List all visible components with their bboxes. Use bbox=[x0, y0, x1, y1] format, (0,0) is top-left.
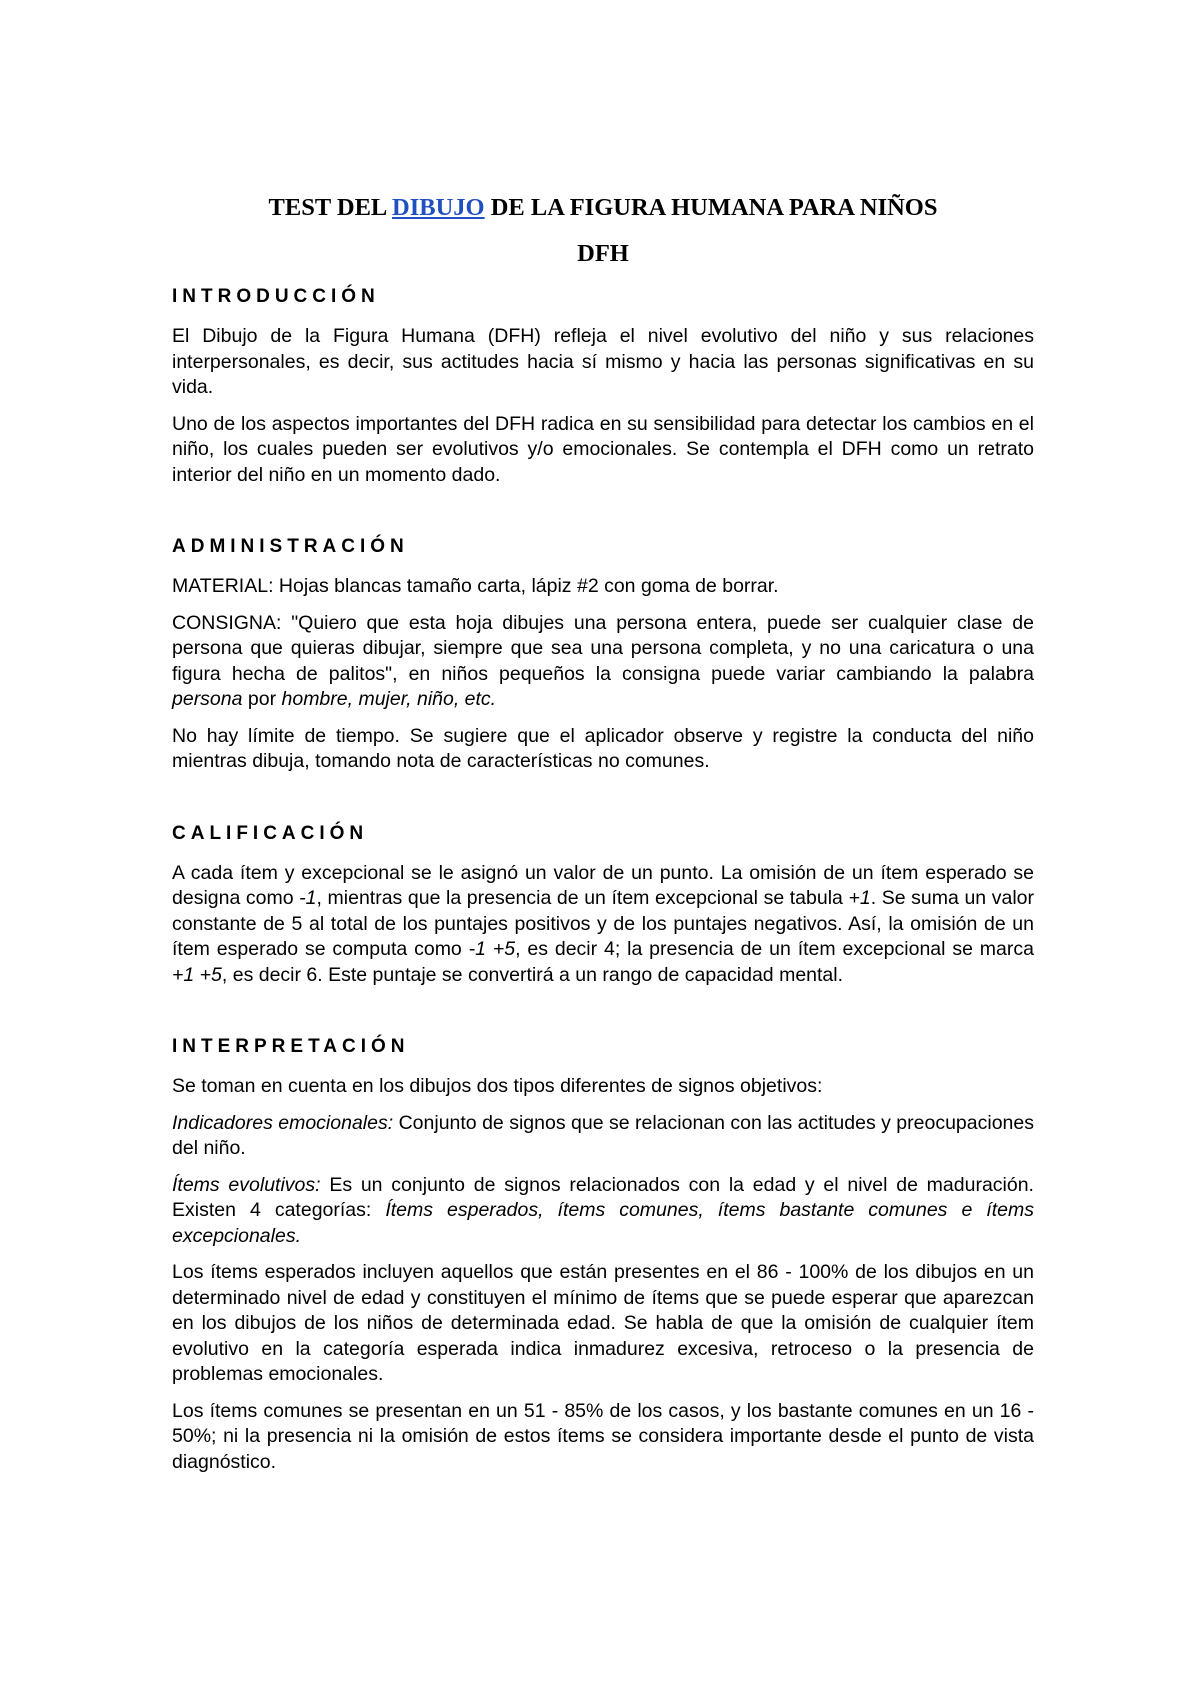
interp-term-emocionales: Indicadores emocionales: bbox=[172, 1111, 394, 1134]
consigna-emphasis-persona: persona bbox=[172, 688, 243, 710]
calif-value-plus1: +1 bbox=[848, 887, 871, 909]
section-heading-interpretacion: INTERPRETACIÓN bbox=[172, 1036, 410, 1057]
consigna-text-por: por bbox=[242, 688, 282, 710]
calif-value-minus1-plus5: -1 +5 bbox=[468, 938, 516, 960]
calificacion-paragraph bbox=[172, 861, 1034, 989]
section-heading-introduccion: INTRODUCCIÓN bbox=[172, 286, 380, 307]
section-heading-administracion: ADMINISTRACIÓN bbox=[172, 536, 409, 557]
interp-paragraph-1: Se toman en cuenta en los dibujos dos tipos diferentes de signos objetivos: bbox=[172, 1075, 823, 1097]
interp-text-evolutivos: Es un conjunto de signos relacionados con la edad y el nivel de maduración. Existen 4 categorías: bbox=[172, 1173, 1034, 1221]
document-body bbox=[172, 190, 1034, 1475]
calif-text-4: , es decir 4; la presencia de un ítem excepcional se marca bbox=[515, 938, 1034, 960]
calif-value-plus1-plus5: +1 +5 bbox=[172, 963, 222, 986]
admin-consigna-paragraph bbox=[172, 611, 1034, 713]
calif-value-minus1: -1 bbox=[299, 887, 317, 909]
document-title bbox=[172, 190, 1034, 226]
interp-categories: Ítems esperados, ítems comunes, ítems bastante comunes e ítems excepcionales. bbox=[172, 1199, 1034, 1247]
interp-paragraph-comunes: Los ítems comunes se presentan en un 51 - 85% de los casos, y los bastante comunes en un 16 - 50%; ni la presencia ni la omisión de estos ítems se considera importante desde el punto de vista diagnóstico. bbox=[172, 1399, 1034, 1473]
document-subtitle: DFH bbox=[577, 240, 629, 267]
interp-text-emocionales: Conjunto de signos que se relacionan con las actitudes y preocupaciones del niño. bbox=[172, 1111, 1034, 1159]
interp-paragraph-esperados: Los ítems esperados incluyen aquellos que están presentes en el 86 - 100% de los dibujos en un determinado nivel de edad y constituyen el mínimo de ítems que se puede esperar que aparezcan en los dibujos de los niños de determinada edad. Se habla de que la omisión de cualquier ítem evolutivo en la categoría esperada indica inmadurez excesiva, retroceso o la presencia de problemas emocionales. bbox=[172, 1261, 1034, 1385]
calif-text-1: A cada ítem y excepcional se le asignó un valor de un punto. La omisión de un ítem esperado se designa como bbox=[172, 861, 1034, 909]
consigna-emphasis-alternatives: hombre, mujer, niño, etc. bbox=[281, 688, 497, 710]
section-heading-calificacion: CALIFICACIÓN bbox=[172, 822, 369, 844]
calif-text-5: , es decir 6. Este puntaje se convertirá a un rango de capacidad mental. bbox=[221, 963, 844, 986]
title-text-end: DE LA FIGURA HUMANA PARA NIÑOS bbox=[484, 194, 938, 221]
consigna-text: CONSIGNA: "Quiero que esta hoja dibujes una persona entera, puede ser cualquier clase de persona que quieras dibujar, siempre que sea una persona completa, y no una caricatura o una figura hecha de palitos", en niños pequeños la consigna puede variar cambiando la palabra bbox=[172, 611, 1034, 685]
calif-text-3: . Se suma un valor constante de 5 al total de los puntajes positivos y de los puntajes negativos. Así, la omisión de un ítem esperado se computa como bbox=[172, 887, 1034, 960]
admin-material-paragraph: MATERIAL: Hojas blancas tamaño carta, lápiz #2 con goma de borrar. bbox=[172, 575, 779, 597]
admin-time-paragraph: No hay límite de tiempo. Se sugiere que el aplicador observe y registre la conducta del niño mientras dibuja, tomando nota de características no comunes. bbox=[172, 724, 1034, 772]
interp-paragraph-evolutivos bbox=[172, 1173, 1034, 1250]
dibujo-link[interactable]: DIBUJO bbox=[392, 194, 485, 221]
intro-paragraph-2: Uno de los aspectos importantes del DFH radica en su sensibilidad para detectar los cambios en el niño, los cuales pueden ser evolutivos y/o emocionales. Se contempla el DFH como un retrato interior del niño en un momento dado. bbox=[172, 412, 1034, 486]
interp-term-evolutivos: Ítems evolutivos: bbox=[172, 1173, 321, 1196]
title-text-start: TEST DEL bbox=[268, 194, 393, 221]
calif-text-2: , mientras que la presencia de un ítem excepcional se tabula bbox=[316, 887, 849, 909]
intro-paragraph-1: El Dibujo de la Figura Humana (DFH) refleja el nivel evolutivo del niño y sus relaciones interpersonales, es decir, sus actitudes hacia sí mismo y hacia las personas significativas en su vida. bbox=[172, 325, 1034, 398]
interp-paragraph-emocionales bbox=[172, 1111, 1034, 1162]
